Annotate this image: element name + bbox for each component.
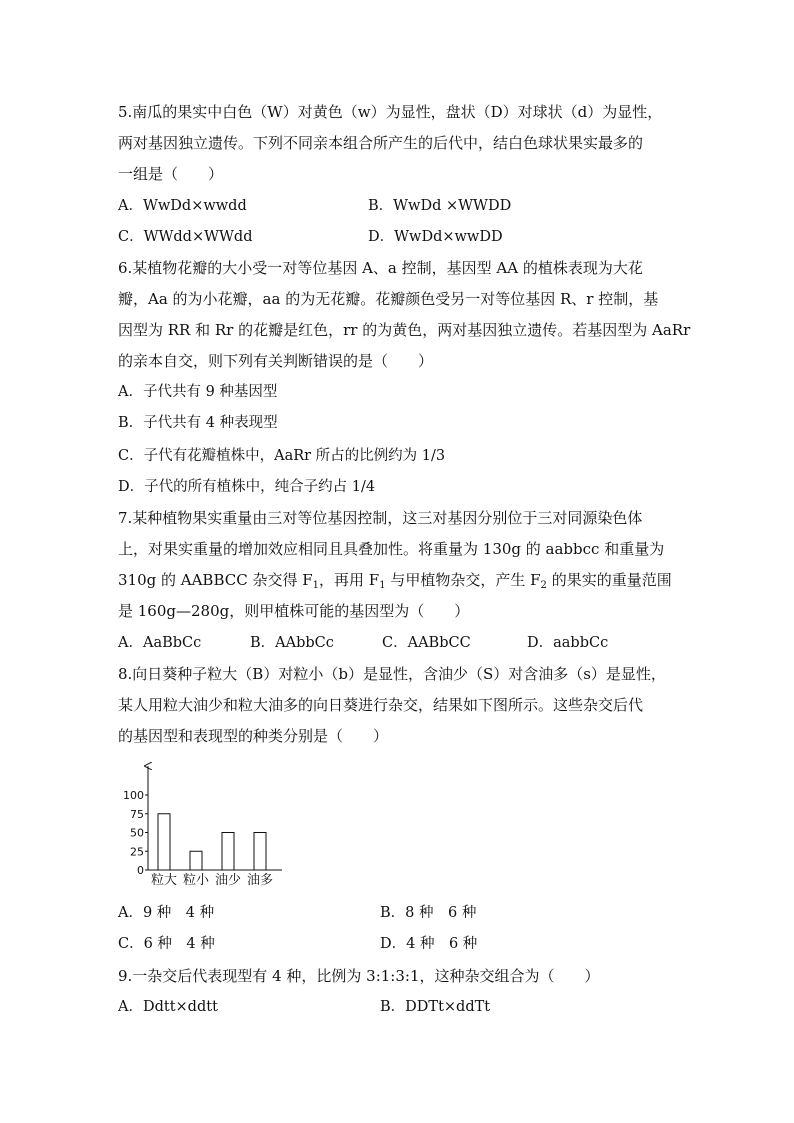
q5-option-c: C．WWdd×WWdd [118,229,253,245]
q9-stem-line-1: 9.一杂交后代表现型有 4 种，比例为 3:1:3:1，这种杂交组合为（ ） [118,967,600,985]
q8-bar-chart [118,760,298,890]
bar-1 [158,814,170,870]
q7-option-c: C．AABbCC [382,635,471,651]
q9-option-a: A．Ddtt×ddtt [118,999,218,1015]
q6-stem-line-3: 因型为 RR 和 Rr 的花瓣是红色，rr 的为黄色，两对基因独立遗传。若基因型为 AaRr [118,321,691,339]
y-tick-label: 25 [130,845,144,859]
bar-3 [222,833,234,871]
q6-stem-line-1: 6.某植物花瓣的大小受一对等位基因 A、a 控制，基因型 AA 的植株表现为大花 [118,259,643,277]
q6-stem-line-2: 瓣，Aa 的为小花瓣，aa 的为无花瓣。花瓣颜色受另一对等位基因 R、r 控制，基 [118,290,659,308]
q8-stem-line-3: 的基因型和表现型的种类分别是（ ） [118,727,389,745]
q7-option-a: A．AaBbCc [118,635,202,651]
bar-2 [190,851,202,870]
q7-option-b: B．AAbbCc [250,635,334,651]
y-tick-label: 100 [123,789,144,802]
q7-stem-line-3: 310g 的 AABBCC 杂交得 $F_1$，再用 $F_1$ 与甲植物杂交，产生 $F_2$ 的果实的重量范围 [118,571,672,591]
y-tick-label: 75 [130,807,144,821]
q5-stem-line-3: 一组是（ ） [118,165,224,183]
q8-stem-line-2: 某人用粒大油少和粒大油多的向日葵进行杂交，结果如下图所示。这些杂交后代 [118,696,644,714]
q6-option-d: D．子代的所有植株中，纯合子约占 1/4 [118,479,376,495]
q7-stem-line-4: 是 160g—280g，则甲植株可能的基因型为（ ） [118,602,470,620]
q5-option-d: D．WwDd×wwDD [368,229,503,245]
q7-stem-line-2: 上，对果实重量的增加效应相同且具叠加性。将重量为 130g 的 aabbcc 和重量为 [118,540,665,558]
q8-option-d: D．4 种 6 种 [380,936,478,952]
y-tick-label: 50 [130,826,144,840]
q5-option-b: B．WwDd ×WWDD [368,198,512,214]
q6-option-a: A．子代共有 9 种基因型 [118,384,278,400]
q5-stem-line-2: 两对基因独立遗传。下列不同亲本组合所产生的后代中，结白色球状果实最多的 [118,134,644,152]
q7-option-d: D．aabbCc [527,635,609,651]
x-tick-label: 粒大 [150,873,178,888]
x-tick-label: 粒小 [182,873,210,888]
y-tick-label: 0 [137,864,144,877]
q7-stem-line-1: 7.某种植物果实重量由三对等位基因控制，这三对基因分别位于三对同源染色体 [118,509,643,527]
q8-stem-line-1: 8.向日葵种子粒大（B）对粒小（b）是显性，含油少（S）对含油多（s）是显性， [118,665,666,683]
bar-4 [254,833,266,871]
q6-stem-line-4: 的亲本自交，则下列有关判断错误的是（ ） [118,352,434,370]
q6-option-c: C．子代有花瓣植株中，AaRr 所占的比例约为 1/3 [118,448,446,464]
q8-option-a: A．9 种 4 种 [118,905,215,921]
x-tick-label: 油少 [214,873,242,888]
x-tick-label: 油多 [246,873,274,888]
q6-option-b: B．子代共有 4 种表现型 [118,415,278,431]
q5-option-a: A．WwDd×wwdd [118,198,247,214]
q8-option-c: C．6 种 4 种 [118,936,215,952]
q5-stem-line-1: 5.南瓜的果实中白色（W）对黄色（w）为显性，盘状（D）对球状（d）为显性， [118,103,663,121]
q8-option-b: B．8 种 6 种 [380,905,477,921]
q9-option-b: B．DDTt×ddTt [380,999,491,1015]
